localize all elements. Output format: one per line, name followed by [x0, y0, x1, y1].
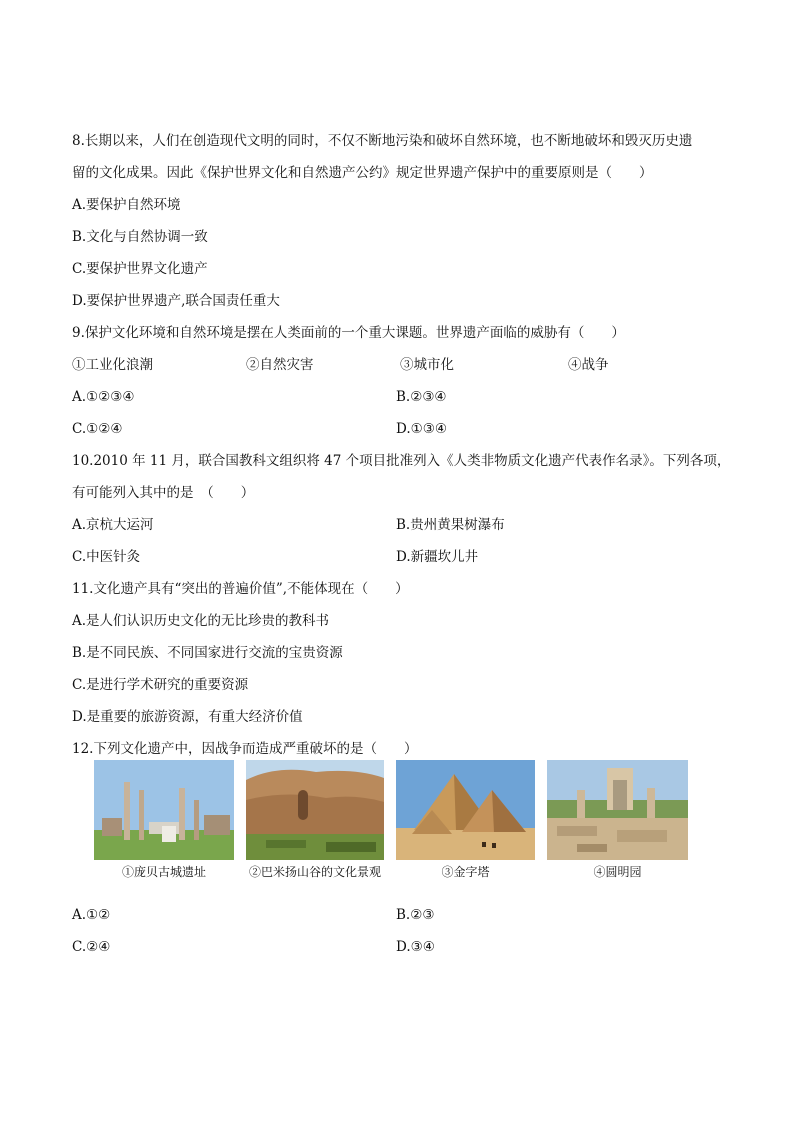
q9-item-2: ②自然灾害: [246, 357, 314, 373]
q9-item-1: ①工业化浪潮: [72, 357, 153, 373]
q9-option-b: B.②③④: [396, 389, 447, 405]
q12-stem: 12.下列文化遗产中，因战争而造成严重破坏的是（ ）: [72, 741, 418, 757]
yuanmingyuan-image: [547, 760, 688, 860]
q10-option-d: D.新疆坎儿井: [396, 549, 479, 565]
q10-option-a: A.京杭大运河: [72, 517, 154, 533]
q10-stem-line2: 有可能列入其中的是 （ ）: [72, 485, 255, 501]
pyramids-image: [396, 760, 535, 860]
caption-pompeii: ①庞贝古城遗址: [121, 865, 206, 879]
q8-option-a: A.要保护自然环境: [72, 197, 181, 213]
q8-stem-line1: 8.长期以来，人们在创造现代文明的同时，不仅不断地污染和破坏自然环境，也不断地破坏和毁灭历史遗: [72, 133, 693, 149]
q11-option-b: B.是不同民族、不同国家进行交流的宝贵资源: [72, 645, 343, 661]
q12-option-b: B.②③: [396, 907, 435, 923]
q10-option-c: C.中医针灸: [72, 549, 141, 565]
q9-stem: 9.保护文化环境和自然环境是摆在人类面前的一个重大课题。世界遗产面临的威胁有（ ）: [72, 325, 625, 341]
bamiyan-valley-image: [246, 760, 384, 860]
q8-stem-line2: 留的文化成果。因此《保护世界文化和自然遗产公约》规定世界遗产保护中的重要原则是（ ）: [72, 165, 653, 181]
q9-item-4: ④战争: [568, 357, 609, 373]
pompeii-ruins-image: [94, 760, 234, 860]
q8-option-b: B.文化与自然协调一致: [72, 229, 208, 245]
q9-option-c: C.①②④: [72, 421, 123, 437]
q9-option-a: A.①②③④: [72, 389, 135, 405]
caption-yuanmingyuan: ④圆明园: [593, 865, 642, 879]
q8-option-c: C.要保护世界文化遗产: [72, 261, 208, 277]
q9-item-3: ③城市化: [400, 357, 454, 373]
caption-bamiyan: ②巴米扬山谷的文化景观: [248, 865, 381, 879]
q12-option-c: C.②④: [72, 939, 111, 955]
q11-option-c: C.是进行学术研究的重要资源: [72, 677, 249, 693]
q11-option-d: D.是重要的旅游资源，有重大经济价值: [72, 709, 303, 725]
q10-stem-line1: 10.2010 年 11 月，联合国教科文组织将 47 个项目批准列入《人类非物质文化遗产代表作名录》。下列各项，: [72, 453, 731, 469]
q10-option-b: B.贵州黄果树瀑布: [396, 517, 505, 533]
q11-stem: 11.文化遗产具有“突出的普遍价值”,不能体现在（ ）: [72, 581, 409, 597]
q12-option-a: A.①②: [72, 907, 111, 923]
q8-option-d: D.要保护世界遗产,联合国责任重大: [72, 293, 280, 309]
q12-option-d: D.③④: [396, 939, 435, 955]
q9-items: [72, 356, 632, 374]
q11-option-a: A.是人们认识历史文化的无比珍贵的教科书: [72, 613, 330, 629]
caption-pyramids: ③金字塔: [441, 865, 490, 879]
q9-option-d: D.①③④: [396, 421, 447, 437]
